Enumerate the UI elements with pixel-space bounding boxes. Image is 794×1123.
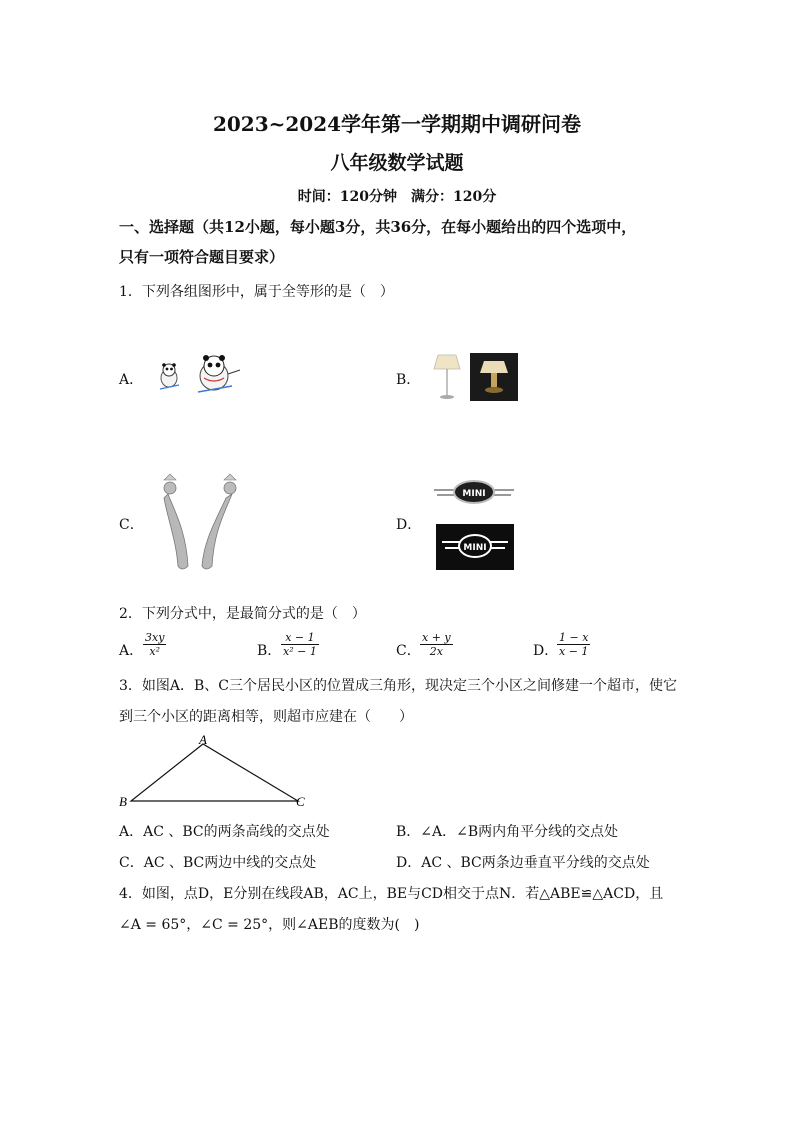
q2-option-d-label: D． xyxy=(533,643,559,659)
vertex-c-label: C xyxy=(296,794,305,809)
q2-option-d-fraction xyxy=(557,631,590,658)
triangle-abc xyxy=(131,744,298,801)
question-4-stem: 4．如图，点D，E分别在线段AB，AC上，BE与CD相交于点N．若△ABE≌△ACD，且 xyxy=(119,886,664,902)
q2-b-numerator: x − 1 xyxy=(281,631,319,645)
q2-option-c-label: C． xyxy=(396,643,421,659)
question-3-stem: 3．如图A．B、C三个居民小区的位置成三角形，现决定三个小区之间修建一个超市，使它 xyxy=(119,678,678,694)
q2-a-denominator: x² xyxy=(149,645,161,658)
q3-option-c: C．AC 、BC两边中线的交点处 xyxy=(119,855,317,871)
exam-title: 2023~2024学年第一学期期中调研问卷 xyxy=(212,112,582,136)
exam-subtitle: 八年级数学试题 xyxy=(330,152,464,174)
triangle-diagram xyxy=(116,732,316,812)
q2-d-denominator: x − 1 xyxy=(559,645,589,658)
exam-meta: 时间：120分钟 满分：120分 xyxy=(297,189,497,205)
question-4-stem-cont: ∠A = 65°，∠C = 25°，则∠AEB的度数为( ) xyxy=(119,917,420,933)
q3-option-b: B．∠A．∠B两内角平分线的交点处 xyxy=(396,824,619,840)
vertex-b-label: B xyxy=(119,794,127,809)
q2-a-numerator: 3xy xyxy=(145,631,165,644)
q1-option-d-label: D． xyxy=(396,517,422,533)
panda-mascot-icon xyxy=(152,352,247,396)
q2-option-a-fraction xyxy=(143,631,166,658)
mini-logo-top xyxy=(434,481,514,503)
q2-option-b-label: B． xyxy=(257,643,282,659)
q2-c-numerator: x + y xyxy=(422,631,451,644)
q2-d-numerator: 1 − x xyxy=(559,631,589,644)
ribbon-shape-icon xyxy=(150,470,250,576)
mini-logo-bottom xyxy=(436,524,514,570)
question-1-stem: 1．下列各组图形中，属于全等形的是（ ） xyxy=(119,284,394,300)
q3-option-d: D．AC 、BC两条边垂直平分线的交点处 xyxy=(396,855,650,871)
q3-option-a: A．AC 、BC的两条高线的交点处 xyxy=(119,824,330,840)
mini-text-top: MINI xyxy=(462,489,486,499)
section-heading: 一、选择题（共12小题，每小题3分，共36分，在每小题给出的四个选项中， xyxy=(119,218,637,236)
q1-option-c-label: C． xyxy=(119,517,144,533)
q1-option-a-label: A． xyxy=(119,372,144,388)
panda-small xyxy=(160,363,179,389)
q1-option-b-label: B． xyxy=(396,372,421,388)
lamp-icon xyxy=(432,353,520,401)
mini-text-bottom: MINI xyxy=(463,543,487,553)
q2-option-c-fraction xyxy=(420,631,453,658)
q2-b-denominator: x² − 1 xyxy=(283,645,317,658)
section-heading-cont: 只有一项符合题目要求） xyxy=(119,248,285,266)
q2-option-b-fraction xyxy=(281,631,319,658)
vertex-a-label: A xyxy=(199,732,207,747)
q2-option-a-label: A． xyxy=(119,643,144,659)
question-3-stem-cont: 到三个小区的距离相等，则超市应建在（ ） xyxy=(119,709,413,725)
mini-logo-icon xyxy=(432,478,516,574)
q2-c-denominator: 2x xyxy=(429,645,443,658)
question-2-stem: 2．下列分式中，是最简分式的是（ ） xyxy=(119,606,366,622)
panda-large xyxy=(198,355,240,392)
